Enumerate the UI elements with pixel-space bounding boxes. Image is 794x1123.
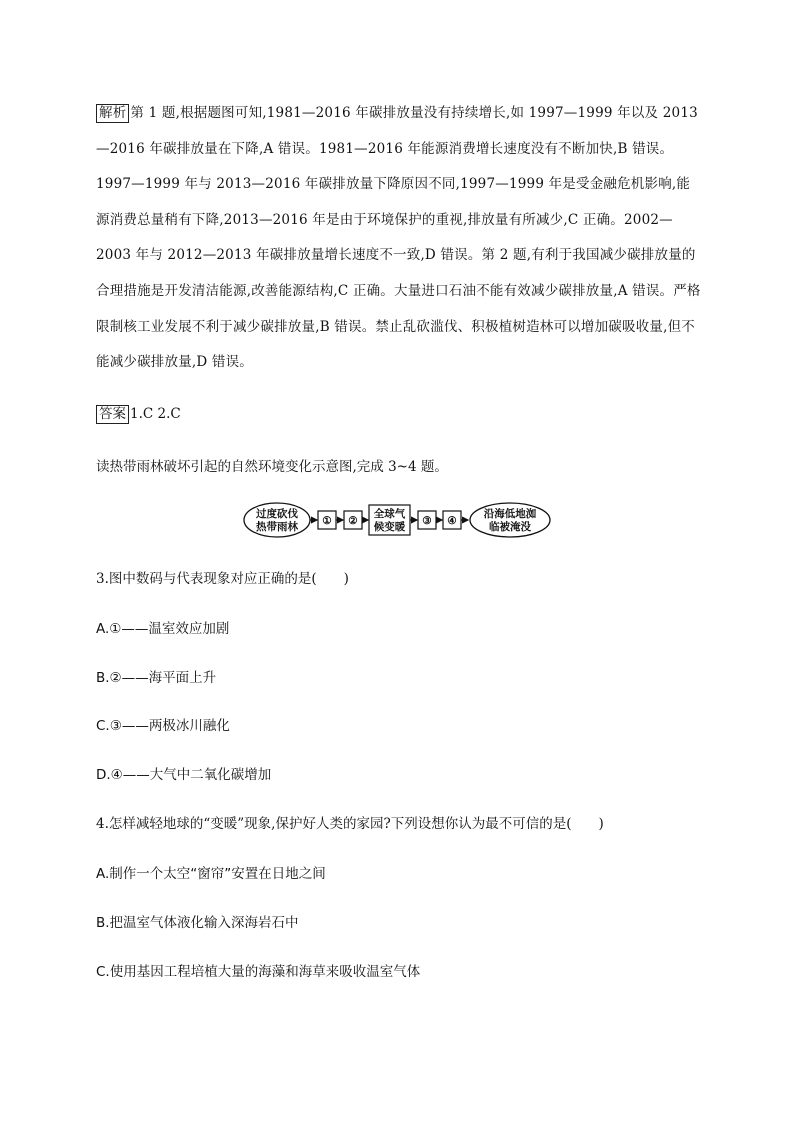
question-4-option-c: C.使用基因工程培植大量的海藻和海草来吸收温室气体 [96, 964, 421, 980]
answer-text: 1.C 2.C [130, 406, 181, 422]
start-node-line1: 过度砍伐 [256, 508, 298, 520]
box-2-node [344, 511, 362, 529]
box-3-label: ③ [422, 515, 432, 527]
intro-text: 读热带雨林破坏引起的自然环境变化示意图,完成 3~4 题。 [96, 459, 448, 475]
end-ellipse-node [470, 503, 550, 537]
end-node-line2: 临被淹没 [489, 521, 531, 533]
box-4-node [443, 511, 461, 529]
box-3-node [418, 511, 436, 529]
question-3-stem: 3.图中数码与代表现象对应正确的是( ) [96, 571, 349, 587]
question-4-option-a: A.制作一个太空“窗帘”安置在日地之间 [96, 866, 326, 882]
box-2-label: ② [348, 515, 358, 527]
mid-node-line1: 全球气 [373, 508, 406, 520]
analysis-paragraph [96, 96, 702, 381]
start-node-line2: 热带雨林 [256, 521, 298, 533]
question-3-option-b: B.②——海平面上升 [96, 670, 217, 686]
answer-line [96, 405, 181, 424]
question-3-option-a: A.①——温室效应加剧 [96, 621, 230, 637]
mid-node-line2: 候变暖 [373, 521, 406, 533]
mid-box-node [369, 505, 410, 535]
question-4-option-b: B.把温室气体液化输入深海岩石中 [96, 915, 299, 931]
question-3-option-d: D.④——大气中二氧化碳增加 [96, 767, 272, 783]
question-3-option-c: C.③——两极冰川融化 [96, 718, 230, 734]
flow-diagram [243, 500, 553, 542]
box-1-node [318, 511, 336, 529]
start-ellipse-node [244, 503, 310, 537]
question-4-stem: 4.怎样减轻地球的“变暖”现象,保护好人类的家园?下列设想你认为最不可信的是( ) [96, 816, 604, 832]
box-4-label: ④ [447, 515, 457, 527]
answer-tag: 答案 [96, 405, 129, 424]
box-1-label: ① [322, 515, 332, 527]
end-node-line1: 沿海低地洳 [483, 508, 537, 520]
analysis-tag: 解析 [96, 104, 129, 123]
analysis-text: 第 1 题,根据题图可知,1981—2016 年碳排放量没有持续增长,如 1997—1999 年以及 2013—2016 年碳排放量在下降,A 错误。1981—2016 年能源消费增长速度没有不断加快,B 错误。1997—1999 年与 2013—2016 年碳排放量下降原因不同,1997—1999 年是受金融危机影响,能源消费总量稍有下降,2013—2016 年是由于环境保护的重视,排放量有所减少,C 正确。2002—2003 年与 2012—2013 年碳排放量增长速度不一致,D 错误。第 2 题,有利于我国减少碳排放量的合理措施是开发清洁能源,改善能源结构,C 正确。大量进口石油不能有效减少碳排放量,A 错误。严格限制核工业发展不利于减少碳排放量,B 错误。禁止乱砍滥伐、积极植树造林可以增加碳吸收量,但不能减少碳排放量,D 错误。 [96, 105, 701, 371]
